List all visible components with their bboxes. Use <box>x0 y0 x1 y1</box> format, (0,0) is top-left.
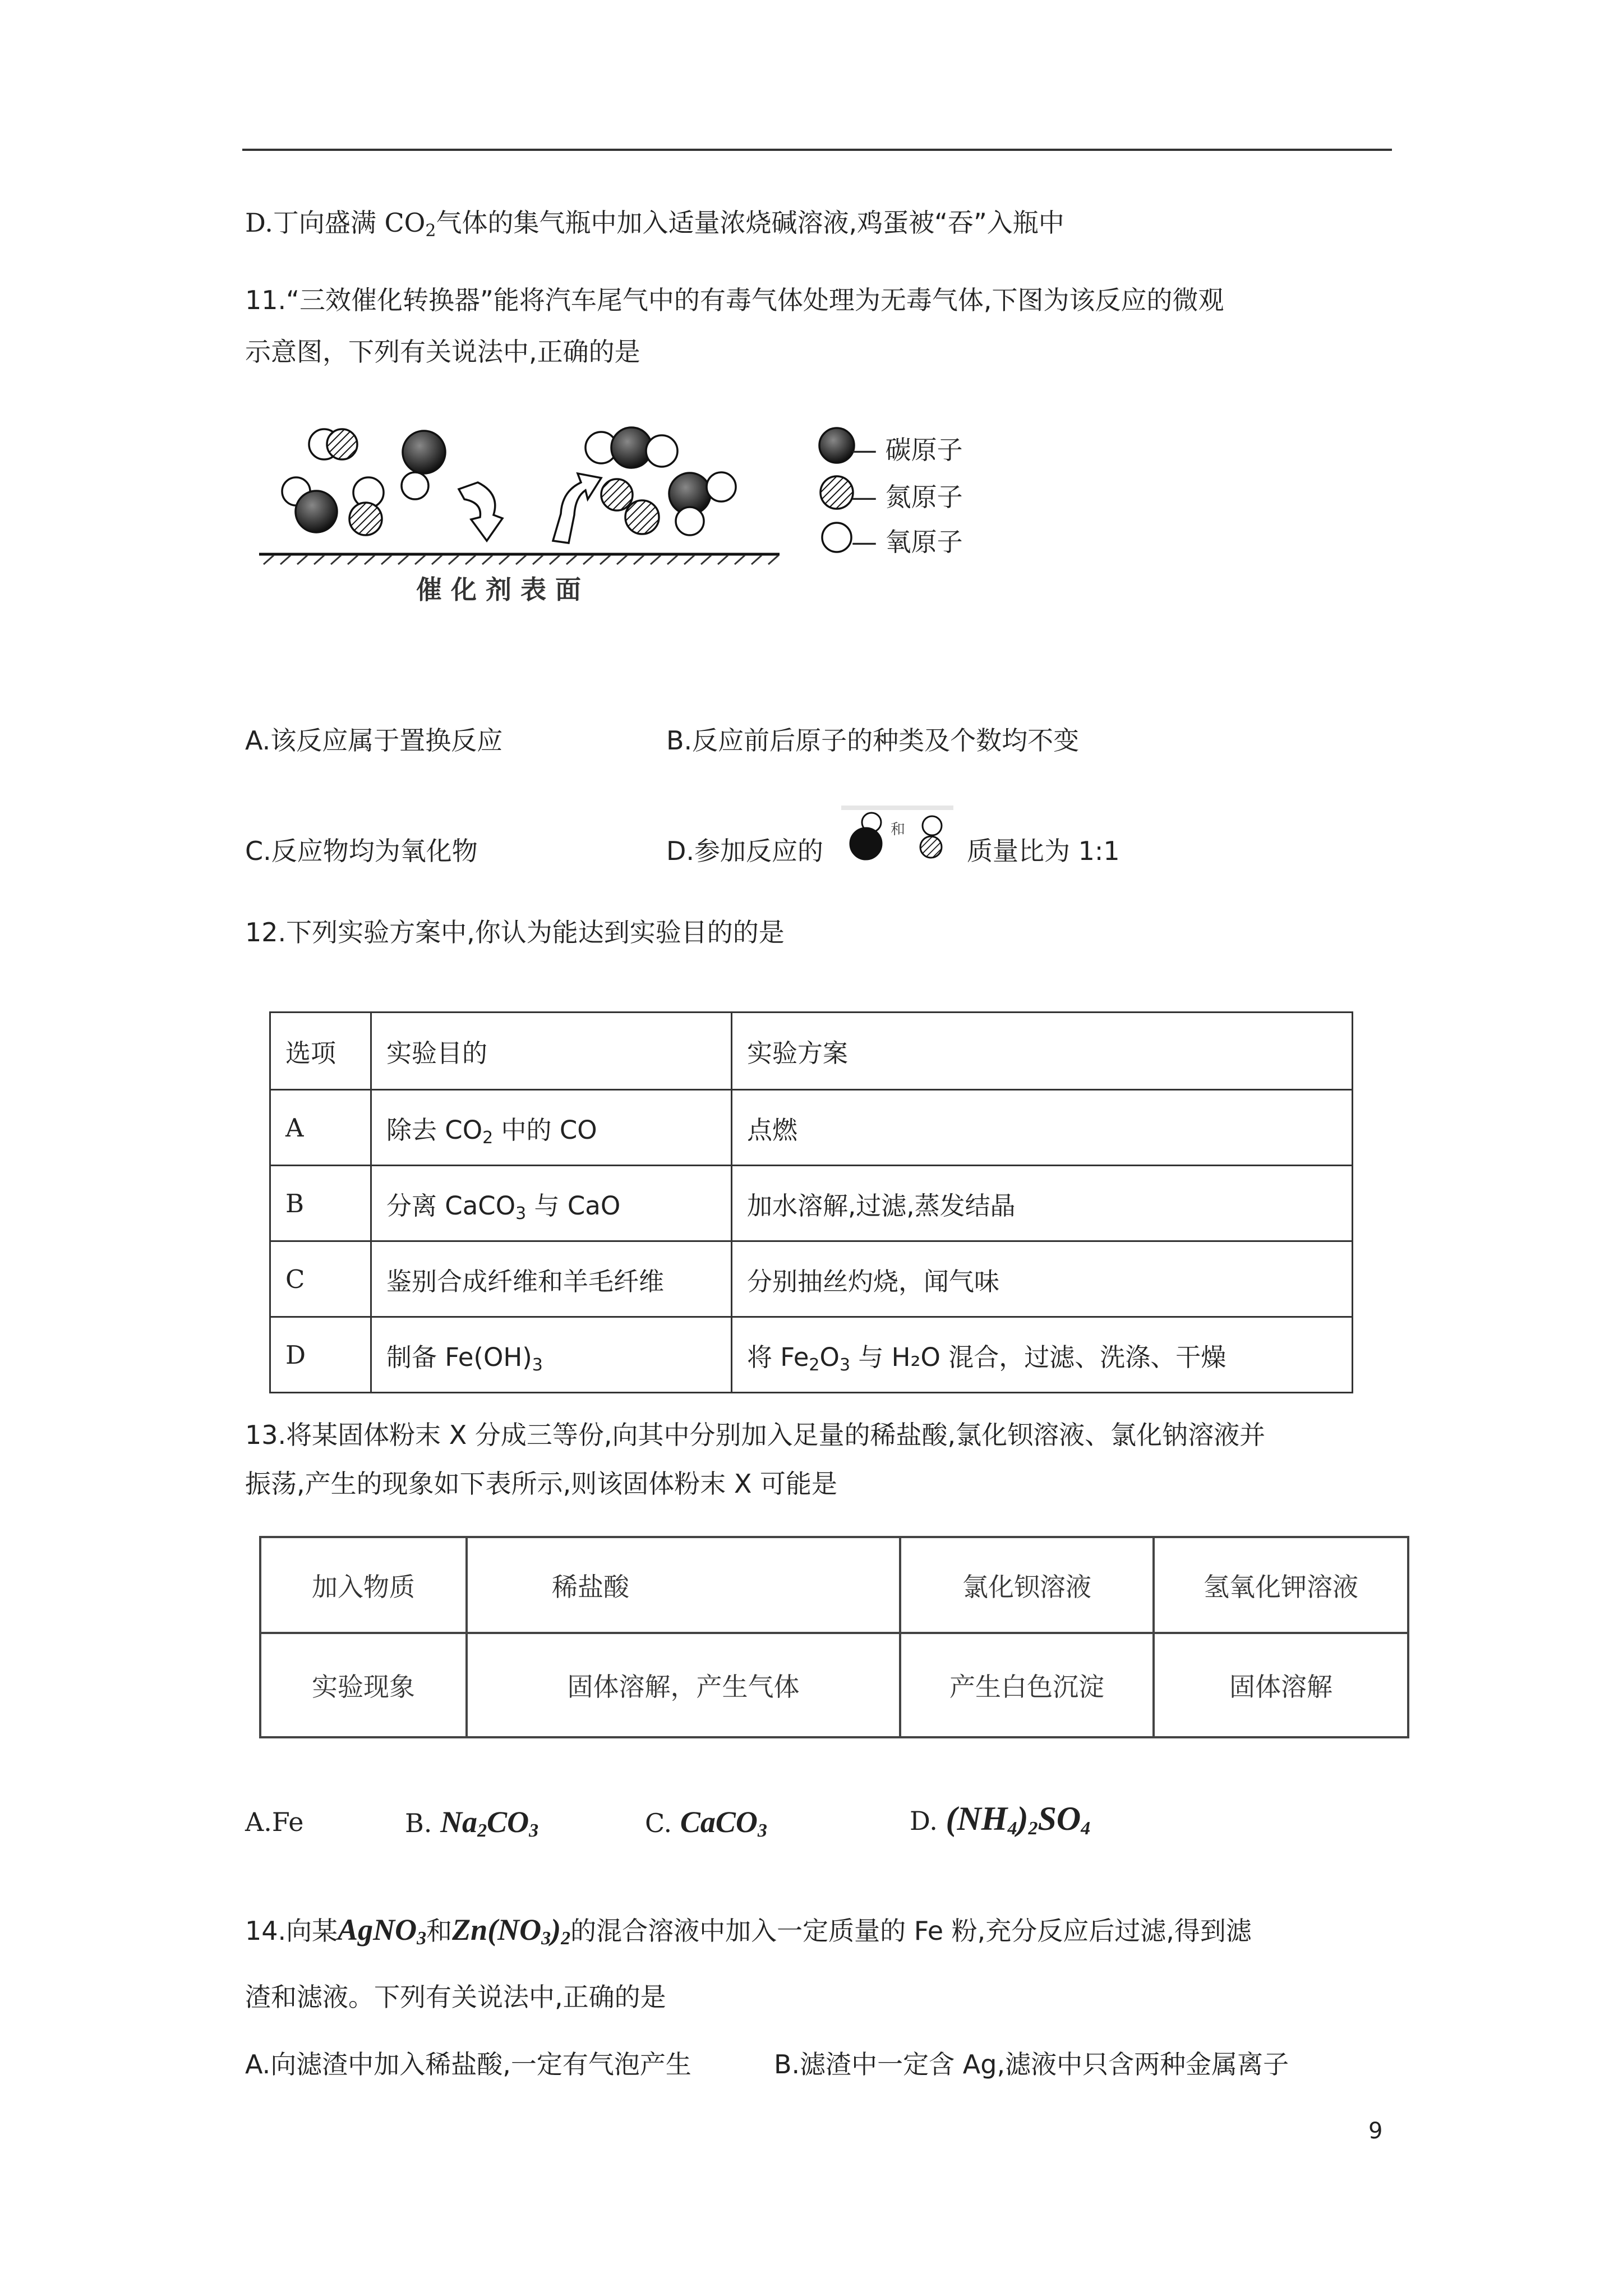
co-and-no-molecules <box>841 806 953 873</box>
q11-stem-line1: 11.“三效催化转换器”能将汽车尾气中的有毒气体处理为无毒气体,下图为该反应的微观 <box>245 285 1224 315</box>
table-cell-goal: 除去 $CO_2$ 中的 CO <box>371 1090 732 1166</box>
q11-option-b: B.反应前后原子的种类及个数均不变 <box>666 725 1080 756</box>
q12-stem: 12.下列实验方案中,你认为能达到实验目的的是 <box>245 917 785 947</box>
table-cell-plan: 点燃 <box>732 1090 1353 1166</box>
header-rule <box>242 149 1392 151</box>
q13-option-d: D. $(NH_4)_2SO_4$ <box>910 1800 1091 1839</box>
table-cell: 固体溶解，产生气体 <box>467 1633 900 1737</box>
table-cell-option: A <box>270 1090 371 1166</box>
table-row <box>270 1317 1353 1393</box>
table-cell-goal: 鉴别合成纤维和羊毛纤维 <box>371 1241 732 1317</box>
table-cell-option: C <box>270 1241 371 1317</box>
table-cell: 加入物质 <box>260 1537 467 1633</box>
table-header-option: 选项 <box>270 1013 371 1090</box>
q13-option-c: C. CaCO$_3$ <box>645 1805 767 1841</box>
table-row <box>270 1013 1353 1090</box>
page-number: 9 <box>1368 2118 1383 2144</box>
table-cell: 产生白色沉淀 <box>900 1633 1154 1737</box>
arrow-up-icon <box>553 473 601 543</box>
q13-option-b: B. $Na_2CO_3$ <box>405 1805 539 1841</box>
table-cell-goal: 制备 $Fe(OH)_3$ <box>371 1317 732 1393</box>
table-row <box>270 1166 1353 1241</box>
q14-option-b: B.滤渣中一定含 Ag,滤液中只含两种金属离子 <box>774 2049 1289 2079</box>
q11-option-d-ratio: 质量比为 1:1 <box>967 836 1120 866</box>
table-cell: 固体溶解 <box>1154 1633 1408 1737</box>
table-row <box>260 1537 1408 1633</box>
catalyst-surface-label: 催 化 剂 表 面 <box>416 574 582 605</box>
q11-option-d: D.参加反应的 <box>666 836 824 866</box>
table-cell: 稀盐酸 <box>467 1537 900 1633</box>
table-header-plan: 实验方案 <box>732 1013 1353 1090</box>
q14-stem-line1: 14.向某AgNO$_3$和$Zn(NO_3)_2$的混合溶液中加入一定质量的 Fe 粉,充分反应后过滤,得到滤 <box>245 1913 1252 1949</box>
q13-stem-line2: 振荡,产生的现象如下表所示,则该固体粉末 X 可能是 <box>245 1469 838 1499</box>
q12-table <box>269 1011 1353 1393</box>
table-cell-option: B <box>270 1166 371 1241</box>
table-cell: 氢氧化钾溶液 <box>1154 1537 1408 1633</box>
legend-nitrogen: — 氮原子 <box>851 482 963 512</box>
table-cell-plan: 将 $Fe_2O_3$ 与 H₂O 混合，过滤、洗涤、干燥 <box>732 1317 1353 1393</box>
q10-option-d: D.丁向盛满 $CO_2$气体的集气瓶中加入适量浓烧碱溶液,鸡蛋被“吞”入瓶中 <box>245 208 1064 241</box>
q11-option-c: C.反应物均为氧化物 <box>245 836 478 866</box>
table-cell-plan: 加水溶解,过滤,蒸发结晶 <box>732 1166 1353 1241</box>
q14-stem-line2: 渣和滤液。下列有关说法中,正确的是 <box>245 1982 666 2012</box>
and-label: 和 <box>891 821 906 838</box>
legend-carbon: — 碳原子 <box>851 435 963 465</box>
q13-stem-line1: 13.将某固体粉末 X 分成三等份,向其中分别加入足量的稀盐酸,氯化钡溶液、氯化钠溶液并 <box>245 1420 1266 1450</box>
table-row <box>270 1090 1353 1166</box>
q13-table <box>259 1536 1409 1738</box>
legend-oxygen: — 氧原子 <box>851 527 963 557</box>
table-row <box>260 1633 1408 1737</box>
q11-stem-line2: 示意图，下列有关说法中,正确的是 <box>245 337 640 367</box>
q11-option-a: A.该反应属于置换反应 <box>245 725 503 756</box>
table-cell-option: D <box>270 1317 371 1393</box>
arrow-down-icon <box>459 482 502 541</box>
table-row <box>270 1241 1353 1317</box>
table-cell: 氯化钡溶液 <box>900 1537 1154 1633</box>
table-cell-goal: 分离 CaCO$_3$ 与 CaO <box>371 1166 732 1241</box>
table-header-goal: 实验目的 <box>371 1013 732 1090</box>
table-cell-plan: 分别抽丝灼烧，闻气味 <box>732 1241 1353 1317</box>
q13-option-a: A.Fe <box>245 1807 304 1837</box>
q14-option-a: A.向滤渣中加入稀盐酸,一定有气泡产生 <box>245 2049 691 2079</box>
table-cell: 实验现象 <box>260 1633 467 1737</box>
